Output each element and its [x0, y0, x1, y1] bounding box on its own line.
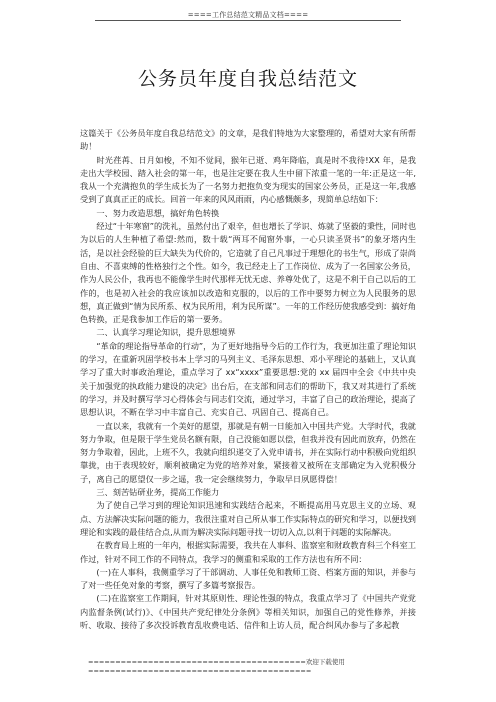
- paragraph: 在教育局上班的一年内，根据实际需要，我共在人事科、监察室和财政教育科三个科室工作过，针对不同工作的不同特点，我学习的侧重和采取的工作方法也有所不同：: [80, 540, 416, 564]
- page-title: 公务员年度自我总结范文: [137, 68, 358, 90]
- section-heading: 二、认真学习理论知识，提升思想境界: [96, 327, 236, 338]
- document-footer: [88, 658, 418, 676]
- section-heading: 一、努力改造思想，搞好角色转换: [96, 207, 220, 218]
- document-body: [80, 127, 416, 632]
- paragraph: 为了使自己学习到的理论知识迅速和实践结合起来，不断提高用马克思主义的立场、观点、方法解决实际问题的能力，我很注重对自己所从事工作实际特点的研究和学习，以便找到理论和实践的最佳结合点,从而为解决实际问题寻找一切切入点,以利于问题的实际解决。: [80, 500, 416, 537]
- paragraph: 时光荏苒、日月如梭，不知不觉间，猴年已逝、鸡年降临，真是时不我待!XX 年，是我走出大学校园、踏入社会的第一年，也是注定要在我人生中留下浓重一笔的一年:正是这一年,我从一个充满抱负的学生成长为了一名努力把抱负变为现实的国家公务员，正是这一年,我感受到了真真正正的成长。回首一年来的风风雨雨，内心感慨颇多，现简单总结如下：: [80, 154, 416, 205]
- paragraph: 经过“十年寒窗”的洗礼，虽然付出了艰辛，但也增长了学识、炼就了坚毅的秉性，同时也为以后的人生种植了希望:然而，数十载“两耳不闻窗外事，一心只读圣贤书”的象牙塔内生活，是以社会经验的巨大缺失为代价的，它造就了自己凡事过于理想化的书生气，形成了崇尚自由、不喜束缚的性格独行之个性。如今，我已经走上了工作岗位、成为了一名国家公务员，作为人民公仆，我再也不能像学生时代那样无忧无虑、养尊处优了，这是不利于自己以后的工作的，也是初入社会的我应该加以改造和克服的，以后的工作中要努力树立为人民服务的思想，真正做到“情为民所系、权为民所用，利为民所谋”。一年的工作经历使我感受到：搞好角色转换，正是我参加工作后的第一要务。: [80, 221, 417, 325]
- paragraph: (二)在监察室工作期间，针对其原则性、理论性强的特点，我重点学习了《中国共产党党内监督条例(试行)》、《中国共产党纪律处分条例》等相关知识，加强自己的党性修养，并接听、收取、接待了多次投诉教育乱收费电话、信件和上访人员，配合纠风办参与了多起教: [80, 593, 416, 630]
- paragraph: “革命的理论指导革命的行动”，为了更好地指导今后的工作行为，我更加注重了理论知识的学习，在重新巩固学校书本上学习的马列主义、毛泽东思想、邓小平理论的基础上，又认真学习了重大时事政治理论，重点学习了 xx“xxxx”重要思想:党的 xx 届四中全会《中共中央关于加强党的执政能力建设的决定》出台后，在支部和同志们的帮助下，我又对其进行了系统的学习，并及时撰写学习心得体会与同志们交流，通过学习，丰富了自己的政治理论，提高了思想认识，不断在学习中丰富自己、充实自己、巩固自己、提高自己。: [80, 340, 417, 418]
- document-header: ====工作总结范文精品文档====: [187, 11, 309, 19]
- paragraph: 这篇关于《公务员年度自我总结范文》的文章，是我们特地为大家整理的，希望对大家有所帮助！: [80, 128, 416, 152]
- paragraph: (一)在人事科，我侧重学习了干部调动、人事任免和教师工资、档案方面的知识，并参与了对一些任免对象的考察，撰写了多篇考察报告。: [80, 566, 416, 591]
- paragraph: 一直以来，我就有一个美好的愿望，那就是有朝一日能加入中国共产党。大学时代，我就努力争取，但是限于学生党员名额有限，自己没能如愿以偿，但我并没有因此而放弃，仍然在努力争取着，因此，上班不久，我就向组织递交了入党申请书，并在实际行动中积极向党组织靠拢，由于表现较好，顺利被确定为党的培养对象，紧接着又被所在支部确定为入党积极分子，离自己的愿望仅一步之遥，我一定会继续努力，争取早日夙愿得偿！: [80, 420, 416, 484]
- footer-line: ========================================欢迎下载使用: [88, 658, 345, 666]
- footer-line: =========================================: [88, 667, 312, 675]
- section-heading: 三、刻苦钻研业务，提高工作能力: [96, 487, 220, 498]
- header-divider: [95, 20, 401, 21]
